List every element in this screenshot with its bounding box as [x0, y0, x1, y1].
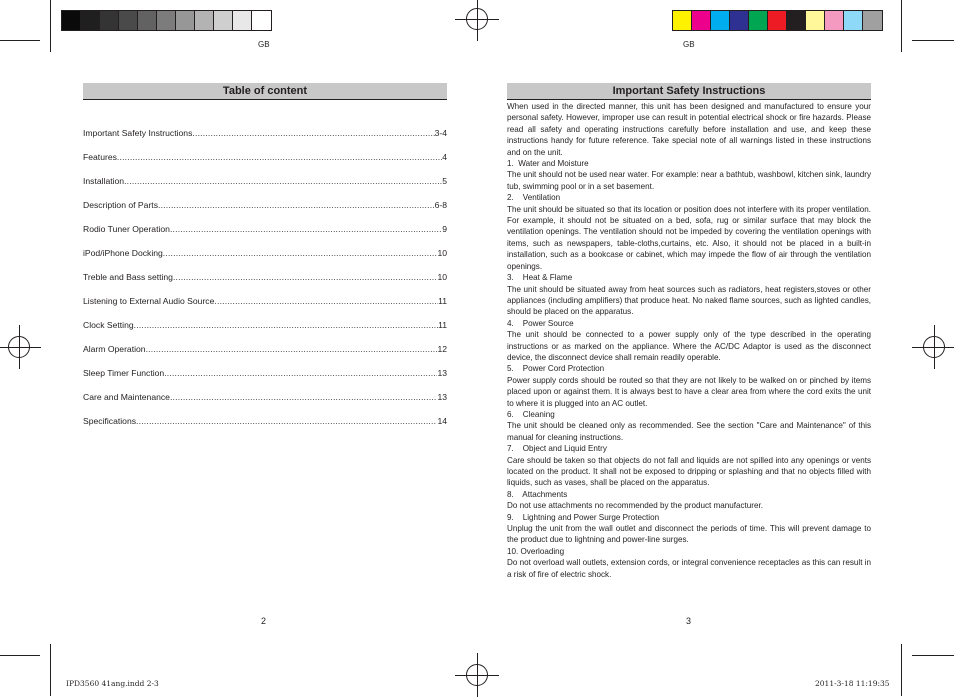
toc-entry-page: 10 — [437, 248, 447, 258]
safety-item-heading: 6. Cleaning — [507, 409, 555, 419]
crop-mark — [50, 644, 51, 696]
color-swatch — [62, 11, 81, 30]
toc-entry-title: Alarm Operation — [83, 344, 146, 354]
toc-leader-dots — [214, 295, 438, 307]
safety-item-heading: 3. Heat & Flame — [507, 273, 573, 283]
safety-item-heading: 9. Lightning and Power Surge Protection — [507, 512, 660, 522]
color-swatch — [730, 11, 749, 30]
color-swatch — [673, 11, 692, 30]
crop-mark — [912, 40, 954, 41]
page-number-left: 2 — [261, 616, 267, 626]
color-swatch — [195, 11, 214, 30]
toc-entry-page: 14 — [437, 416, 447, 426]
safety-item-heading: 5. Power Cord Protection — [507, 364, 605, 374]
color-swatch — [233, 11, 252, 30]
color-swatch — [252, 11, 271, 30]
toc-leader-dots — [136, 415, 437, 427]
safety-item-body: Care should be taken so that objects do not fall and liquids are not spilled into any openings or vents located on the product. It shall not be exposed to dripping or splashing and that no objects filled with liquids, such as vases, shall be placed on the apparatus. — [507, 455, 871, 488]
registration-mark-right — [923, 336, 945, 358]
toc-entry-title: Treble and Bass setting — [83, 272, 173, 282]
toc-leader-dots — [163, 247, 438, 259]
crop-mark — [901, 0, 902, 52]
safety-item-body: Power supply cords should be routed so that they are not likely to be walked on or pinched by items placed upon or against them. It is always best to have a clear area from where the cord exits the unit to where it is plugged into an AC outlet. — [507, 375, 871, 408]
toc-entry — [83, 187, 447, 211]
safety-item-heading: 4. Power Source — [507, 318, 574, 328]
language-code-left: GB — [258, 40, 270, 49]
registration-mark-top — [466, 8, 488, 30]
toc-leader-dots — [173, 271, 437, 283]
toc-entry — [83, 379, 447, 403]
safety-item-body: Do not overload wall outlets, extension cords, or integral convenience receptacles as this can result in a risk of fire of electric shock. — [507, 558, 871, 579]
toc-entry-page: 11 — [438, 320, 447, 330]
page-number-right: 3 — [686, 616, 692, 626]
color-swatch — [157, 11, 176, 30]
color-swatch — [81, 11, 100, 30]
color-swatch — [692, 11, 711, 30]
toc-entry-title: Specifications — [83, 416, 137, 426]
toc-entry-title: Features — [83, 152, 117, 162]
safety-item-heading: 7. Object and Liquid Entry — [507, 444, 607, 454]
safety-item-heading: 10. Overloading — [507, 546, 565, 556]
table-of-contents — [83, 115, 447, 427]
registration-mark-bottom — [466, 664, 488, 686]
crop-mark — [0, 40, 40, 41]
color-swatch — [138, 11, 157, 30]
color-swatch — [806, 11, 825, 30]
toc-entry-title: Sleep Timer Function — [83, 368, 165, 378]
safety-item-heading: 2. Ventilation — [507, 193, 561, 203]
toc-entry-page: 11 — [438, 296, 447, 306]
color-swatch-bar — [672, 10, 883, 31]
safety-item-body: The unit should be situated away from heat sources such as radiators, heat registers,stoves or other appliances (including amplifiers) that produce heat. No naked flame sources, such as lighted candles, should be placed on the apparatus. — [507, 284, 871, 317]
toc-entry-page: 9 — [442, 224, 447, 234]
toc-entry — [83, 115, 447, 139]
safety-item-body: The unit should be cleaned only as recommended. See the section "Care and Maintenance" of this manual for cleaning instructions. — [507, 421, 871, 442]
toc-leader-dots — [124, 175, 442, 187]
color-swatch — [176, 11, 195, 30]
toc-entry-title: Rodio Tuner Operation — [83, 224, 170, 234]
safety-instructions — [507, 101, 871, 580]
color-swatch — [119, 11, 138, 30]
toc-entry-page: 10 — [437, 272, 447, 282]
crop-mark — [901, 644, 902, 696]
color-swatch — [844, 11, 863, 30]
toc-entry-title: Clock Setting — [83, 320, 134, 330]
toc-leader-dots — [170, 223, 442, 235]
safety-title: Important Safety Instructions — [507, 83, 871, 100]
language-code-right: GB — [683, 40, 695, 49]
safety-item-heading: 8. Attachments — [507, 489, 568, 499]
color-swatch — [863, 11, 882, 30]
color-swatch — [214, 11, 233, 30]
toc-entry-page: 3-4 — [434, 128, 447, 138]
toc-leader-dots — [192, 127, 434, 139]
safety-item-body: The unit should be situated so that its location or position does not interfere with its proper ventilation. For example, it should not be situated on a bed, sofa, rug or similar surface that may block the ventilation openings. The ventilation should not be impeded by covering the ventilation openings with items, such as newspapers, table-cloths,curtains, etc. Also, it should not be placed in a built-in installation, such as a bookcase or cabinet, which may impede the flow of air through the ventilation openings. — [507, 204, 871, 271]
toc-title: Table of content — [83, 83, 447, 100]
toc-entry-title: Installation — [83, 176, 125, 186]
toc-entry — [83, 259, 447, 283]
toc-leader-dots — [134, 319, 438, 331]
file-slug: IPD3560 41ang.indd 2-3 — [66, 679, 159, 688]
toc-entry-page: 13 — [437, 368, 447, 378]
toc-entry-page: 12 — [437, 344, 447, 354]
color-swatch — [100, 11, 119, 30]
safety-item-heading: 1. Water and Moisture — [507, 159, 589, 169]
toc-entry-title: iPod/iPhone Docking — [83, 248, 163, 258]
toc-entry-page: 5 — [442, 176, 447, 186]
toc-entry-page: 13 — [437, 392, 447, 402]
safety-item-body: The unit should not be used near water. For example: near a bathtub, washbowl, kitchen sink, laundry tub, swimming pool or in a set basement. — [507, 170, 871, 191]
toc-entry-title: Description of Parts — [83, 200, 158, 210]
toc-entry — [83, 163, 447, 187]
toc-entry — [83, 139, 447, 163]
safety-item-body: Do not use attachments no recommended by the product manufacturer. — [507, 501, 763, 511]
safety-intro: When used in the directed manner, this unit has been designed and manufactured to ensure your personal safety. However, improper use can result in potential electrical shock or fire hazards. Please read all safety and operating instructions carefully before installation and use, and keep these instructions handy for future reference. Take special note of all warnings listed in these instructions and on the unit. — [507, 102, 871, 157]
color-swatch — [825, 11, 844, 30]
toc-leader-dots — [164, 367, 437, 379]
toc-entry-title: Listening to External Audio Source — [83, 296, 215, 306]
toc-entry — [83, 307, 447, 331]
toc-leader-dots — [158, 199, 435, 211]
toc-entry — [83, 331, 447, 355]
toc-entry — [83, 355, 447, 379]
toc-entry-page: 6-8 — [434, 200, 447, 210]
date-slug: 2011-3-18 11:19:35 — [815, 679, 890, 688]
safety-item-body: The unit should be connected to a power supply only of the type described in the operating instructions or as marked on the appliance. Where the AC/DC Adaptor is used as the disconnect device, the disconnect device shall remain readily operable. — [507, 330, 871, 362]
toc-entry-page: 4 — [442, 152, 447, 162]
toc-leader-dots — [146, 343, 438, 355]
grayscale-swatch-bar — [61, 10, 272, 31]
crop-mark — [0, 655, 40, 656]
toc-entry — [83, 283, 447, 307]
toc-leader-dots — [170, 391, 437, 403]
color-swatch — [711, 11, 730, 30]
crop-mark — [912, 655, 954, 656]
toc-entry-title: Care and Maintenance — [83, 392, 170, 402]
toc-entry-title: Important Safety Instructions — [83, 128, 193, 138]
registration-mark-left — [8, 336, 30, 358]
toc-entry — [83, 211, 447, 235]
color-swatch — [787, 11, 806, 30]
color-swatch — [768, 11, 787, 30]
color-swatch — [749, 11, 768, 30]
toc-entry — [83, 235, 447, 259]
safety-item-body: Unplug the unit from the wall outlet and disconnect the periods of time. This will prevent damage to the product due to lightning and power-line surges. — [507, 524, 871, 545]
crop-mark — [50, 0, 51, 52]
toc-entry — [83, 403, 447, 427]
toc-leader-dots — [117, 151, 442, 163]
